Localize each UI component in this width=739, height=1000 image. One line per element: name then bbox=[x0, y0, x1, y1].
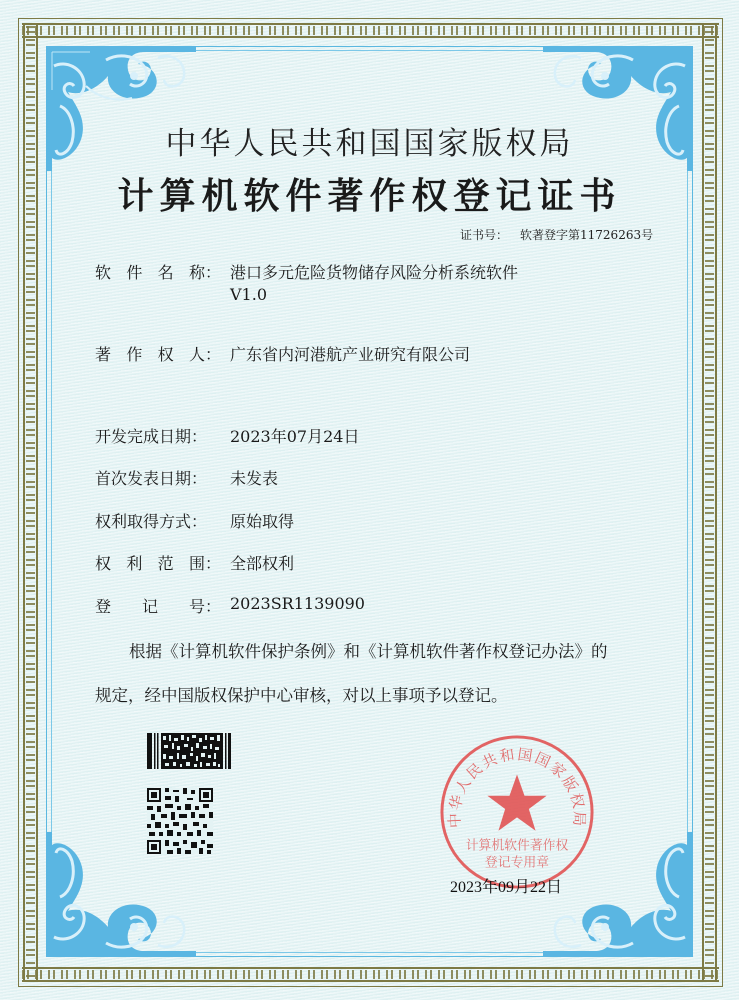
field-value: 全部权利 bbox=[230, 554, 295, 573]
greek-key-border-right bbox=[702, 23, 717, 982]
certificate-number bbox=[460, 226, 653, 243]
field-value: 广东省内河港航产业研究有限公司 bbox=[230, 345, 471, 364]
issue-date: 2023年09月22日 bbox=[450, 879, 563, 896]
barcode-icon bbox=[147, 733, 231, 769]
greek-key-border-top bbox=[22, 23, 719, 38]
field-label: 登 记 号： bbox=[95, 597, 221, 616]
seal-inner-line-1: 计算机软件著作权 bbox=[465, 838, 569, 854]
statement-line-2: 规定，经中国版权保护中心审核，对以上事项予以登记。 bbox=[95, 686, 508, 705]
field-rights-scope bbox=[95, 551, 294, 574]
certificate-title: 计算机软件著作权登记证书 bbox=[117, 175, 622, 217]
field-label: 权利取得方式： bbox=[95, 512, 208, 531]
seal-ring-text: 中华人民共和国国家版权局 bbox=[446, 746, 588, 829]
field-label: 首次发表日期： bbox=[95, 469, 208, 488]
greek-key-border-left bbox=[23, 23, 38, 982]
field-label: 著 作 权 人： bbox=[95, 345, 221, 364]
field-acquisition-method bbox=[95, 509, 294, 532]
software-version: V1.0 bbox=[230, 285, 267, 304]
field-value: 2023SR1139090 bbox=[230, 594, 365, 613]
field-software-name bbox=[95, 260, 518, 304]
field-value: 未发表 bbox=[230, 469, 279, 488]
greek-key-border-bottom bbox=[22, 967, 719, 982]
field-value: 原始取得 bbox=[230, 512, 295, 531]
statement-line-1: 根据《计算机软件保护条例》和《计算机软件著作权登记办法》的 bbox=[129, 642, 608, 661]
certificate-number-value: 软著登字第11726263号 bbox=[520, 228, 654, 242]
registration-statement bbox=[95, 630, 665, 718]
field-copyright-owner bbox=[95, 342, 470, 365]
certificate-number-label: 证书号： bbox=[460, 228, 509, 242]
issuing-authority: 中华人民共和国国家版权局 bbox=[165, 126, 574, 162]
field-value: 港口多元危险货物储存风险分析系统软件 V1.0 bbox=[230, 263, 519, 304]
field-first-publication-date bbox=[95, 466, 278, 489]
field-label: 权 利 范 围： bbox=[95, 554, 221, 573]
field-completion-date bbox=[95, 424, 359, 447]
official-seal-icon bbox=[438, 733, 596, 891]
field-label: 开发完成日期： bbox=[95, 427, 208, 446]
field-label: 软 件 名 称： bbox=[95, 263, 221, 282]
qr-code-icon bbox=[147, 788, 213, 854]
field-value: 2023年07月24日 bbox=[230, 427, 360, 446]
seal-inner-line-2: 登记专用章 bbox=[484, 855, 550, 871]
field-registration-number bbox=[95, 594, 365, 617]
